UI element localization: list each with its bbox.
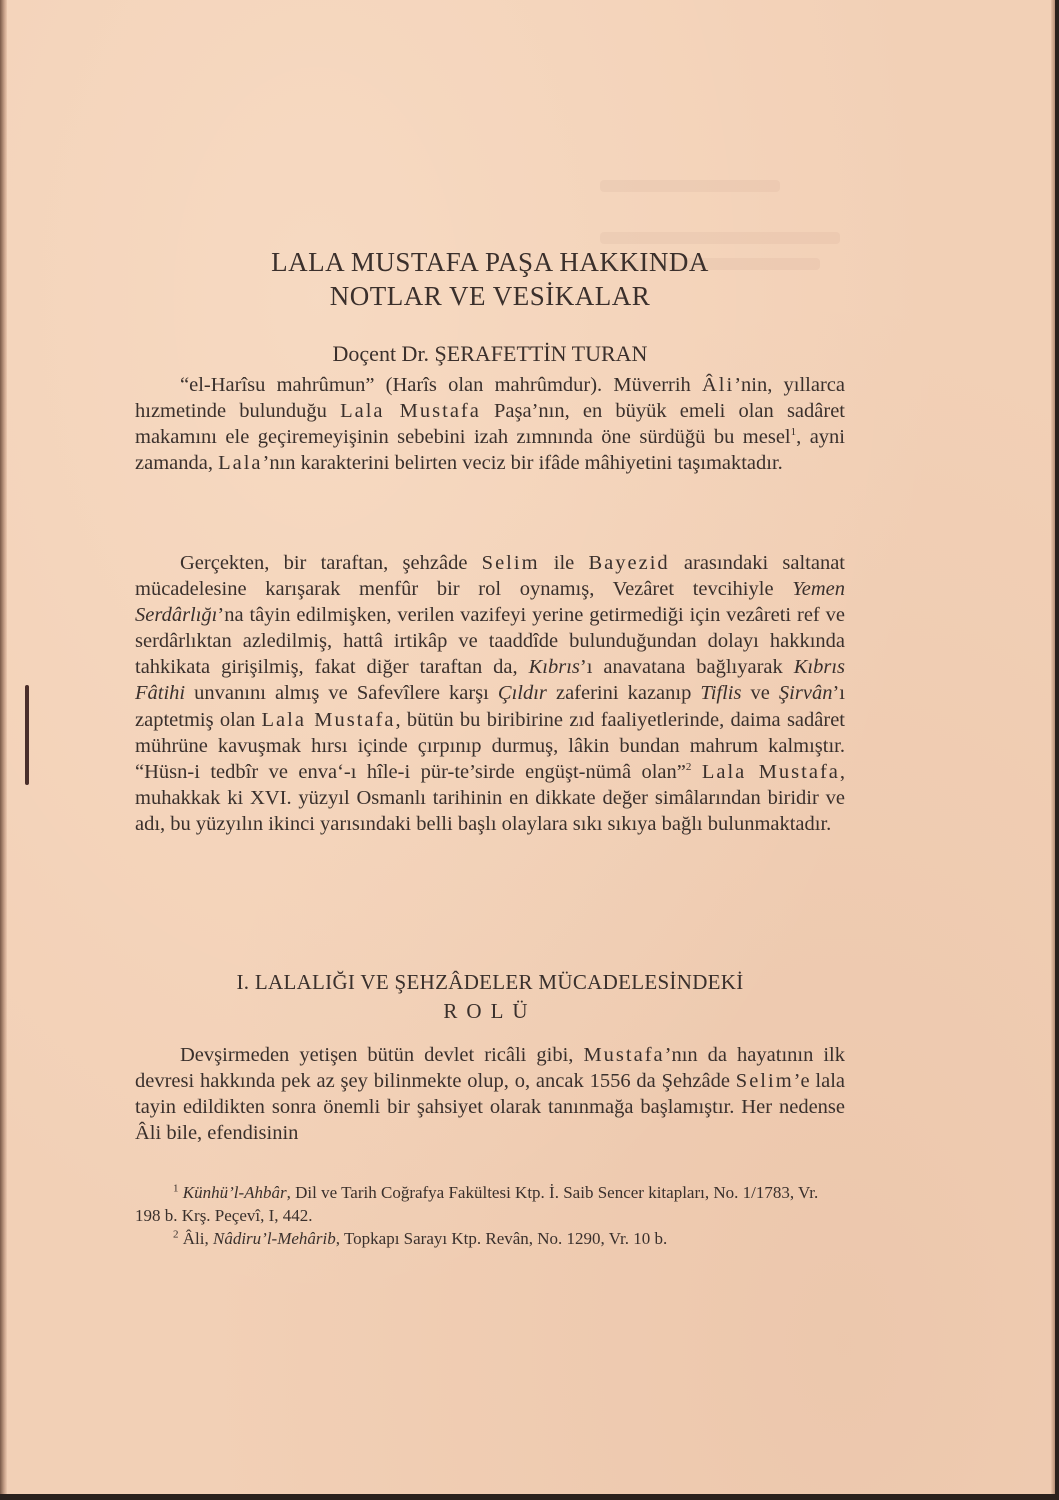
text-run: ’ı zaptetmiş olan [135, 682, 845, 731]
section-heading-line-2: ROLÜ [443, 999, 537, 1023]
italic-term: Kıbrıs [528, 656, 580, 679]
text-run: Selim [481, 552, 540, 574]
paragraph-3 [135, 1042, 845, 1146]
text-run: Gerçekten, bir taraftan, şehzâde [180, 552, 482, 574]
text-run: Devşirmeden yetişen bütün devlet ricâli gibi, [180, 1044, 584, 1066]
text-run: , muhakkak ki XVI. yüzyıl Osmanlı tarihinin en dikkate değer simâlarından biridir ve adı, bu yüzyılın ikinci yarısındaki belli başlı olaylara sıkı sıkıya bağlı bulunmaktadır. [135, 760, 846, 835]
text-run: ’na tâyin edilmişken, verilen vazifeyi yerine getirmediği için vezâreti ref ve serdârlıktan azledilmiş, hattâ irtikâp ve taaddîde bulunduğundan dolayı hakkında tahkikata girişilmiş, fakat diğer taraftan da, [135, 604, 845, 679]
footnote-text: , Dil ve Tarih Coğrafya Fakültesi Ktp. İ. Saib Sencer kitapları, No. 1/1783, Vr. 198 b. Krş. Peçevî, I, 442. [135, 1183, 819, 1225]
paragraph-2 [135, 550, 845, 837]
page-left-edge [0, 0, 7, 1494]
text-run: ’nin, yıllarca hızmetinde bulunduğu [135, 374, 846, 423]
text-run: ’nın karakterini belirten veciz bir ifâde mâhiyetini taşımaktadır. [262, 452, 783, 475]
section-heading-line-1: I. LALALIĞI VE ŞEHZÂDELER MÜCADELESİNDEKİ [236, 970, 744, 994]
text-run: “el-Harîsu mahrûmun” (Harîs olan mahrûmdur). Müverrih [180, 374, 702, 396]
page-right-edge [1051, 0, 1055, 1494]
text-run: Lala Mustafa [340, 400, 481, 423]
text-run: Paşa’nın, en büyük emeli olan sadâret makamını ele geçiremeyişinin sebebini izah zımnında öne sürdüğü bu mesel [135, 400, 845, 449]
italic-term: Şirvân [778, 682, 833, 705]
text-run: ’e lala tayin edildikten sonra önemli bir şahsiyet olarak tanınmağa başlamıştır. Her nedense Âli bile, efendisinin [135, 1070, 846, 1145]
text-run: , ayni zamanda, [135, 426, 846, 475]
text-run: arasındaki saltanat mücadelesine karışarak menfûr bir rol oynamış, Vezâret tevcihiyle [135, 552, 845, 601]
text-run: zaferini kazanıp [546, 682, 701, 705]
italic-term: Tiflis [700, 682, 742, 705]
document-title-line-2: NOTLAR VE VESİKALAR [329, 281, 651, 311]
footnote-source-title: Nâdiru’l-Mehârib [212, 1229, 336, 1248]
text-run: ve [741, 682, 779, 705]
text-run: Selim [735, 1070, 794, 1093]
document-title-line-1: LALA MUSTAFA PAŞA HAKKINDA [271, 247, 709, 277]
footnote-2 [135, 1227, 845, 1250]
footnote-ref-2[interactable]: 2 [685, 760, 692, 773]
binding-mark [25, 685, 29, 785]
footnote-marker: 2 [173, 1228, 179, 1241]
text-run: Lala [218, 452, 263, 475]
italic-term: Çıldır [497, 682, 547, 705]
text-run [691, 761, 701, 783]
paragraph-1 [135, 372, 845, 476]
text-run: Bayezid [588, 552, 670, 574]
text-run: ile [539, 552, 589, 574]
footnote-marker: 1 [173, 1182, 179, 1195]
text-run: Lala Mustafa [701, 760, 840, 783]
footnote-text: , Topkapı Sarayı Ktp. Revân, No. 1290, Vr. 10 b. [335, 1229, 668, 1248]
text-run: , bütün bu biribirine zıd faaliyetlerinde, daima sadâret mührüne kavuşmak hırsı içinde çırpınıp durmuş, lâkin bundan mahrum kalmıştır. “Hüsn-i tedbîr ve enva‘-ı hîle-i pür-te’sirde engüşt-nümâ olan” [135, 708, 845, 783]
italic-term: Yemen Serdârlığı [135, 578, 845, 627]
section-heading [135, 968, 845, 1026]
text-run: Mustafa [583, 1044, 665, 1066]
footnotes [135, 1181, 845, 1250]
italic-term: Kıbrıs Fâtihi [135, 656, 845, 705]
text-run: unvanını almış ve Safevîlere karşı [185, 682, 498, 705]
author-name: Doçent Dr. ŞERAFETTİN TURAN [332, 341, 648, 366]
text-run: Lala Mustafa [261, 708, 396, 731]
footnote-source-title: Künhü’l-Ahbâr [182, 1183, 287, 1202]
text-run: ’nın da hayatının ilk devresi hakkında pek az şey bilinmekte olup, o, ancak 1556 da Şehzâde [135, 1044, 845, 1093]
footnote-1 [135, 1181, 845, 1227]
footnote-ref-1[interactable]: 1 [790, 426, 797, 439]
text-run: Âli [702, 374, 735, 396]
footnote-text: Âli, [182, 1229, 213, 1248]
text-run: ’ı anavatana bağlıyarak [579, 656, 794, 679]
